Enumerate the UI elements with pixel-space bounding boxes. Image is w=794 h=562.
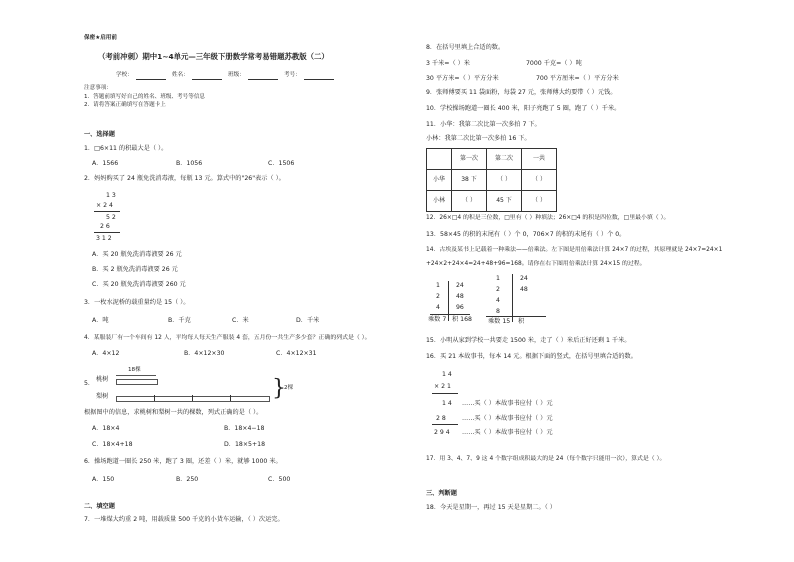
q14-right-divider	[512, 274, 513, 322]
q5-top-brace	[116, 375, 156, 376]
q14-left-rule	[430, 314, 470, 315]
name-blank	[192, 79, 222, 80]
q14-left-product: 积 168	[452, 316, 472, 323]
q11-text-b: 小林：我第二次比第一次多拍 16 下。	[426, 135, 531, 142]
q16-calc-line5: 2 9 4	[434, 429, 450, 436]
q14-text-b: +24×2+24×4=24+48+96=168。请你在右下图用倍乘法计算 24×15 的过程。	[426, 261, 646, 267]
info-school-label: 学校：	[116, 72, 133, 78]
notice-1: 1．答题前填写好自己的姓名、班级、考号等信息	[84, 94, 206, 100]
q2-text: 2．妈妈购买了 24 瓶免洗消毒液，每瓶 13 元。算式中的"26"表示（ ）。	[84, 175, 285, 182]
notice-2: 2．请将答案正确填写在答题卡上	[84, 102, 166, 108]
q16-calc-line2: × 2 1	[434, 383, 451, 390]
section3-title: 三、判断题	[426, 490, 457, 497]
q3-option-c: C．米	[232, 317, 249, 324]
table-cell: 45 下	[487, 191, 522, 212]
q2-calc-line2: × 2 4	[96, 202, 113, 209]
q8-text: 8．在括号里填上合适的数。	[426, 44, 505, 51]
q5-peach-label: 桃树	[96, 376, 109, 383]
q8-line1a: 3 千米=（ ）米	[426, 60, 470, 67]
q6-text: 6．操场跑道一圈长 250 米，跑了 3 圈，还差（ ）米，就够 1000 米。	[84, 458, 282, 465]
no-blank	[304, 79, 334, 80]
table-header-cell: 第一次	[452, 149, 487, 170]
q14-right-a4: 8	[496, 308, 500, 315]
q2-calc-rule2	[94, 232, 120, 233]
info-no-label: 考号：	[284, 72, 301, 78]
q2-option-c: C．买 20 瓶免洗消毒液要 260 元	[92, 281, 186, 288]
q8-line2a: 30 平方米=（ ）平方分米	[426, 75, 499, 82]
table-cell: （ ）	[522, 170, 557, 191]
q14-right-b1: 24	[520, 275, 528, 282]
q16-calc-rule1	[432, 393, 458, 394]
q8-line2b: 700 平方厘米=（ ）平方分米	[536, 75, 619, 82]
q6-option-c: C．500	[268, 476, 291, 483]
q4-option-b: B．4×12×30	[184, 350, 225, 357]
q16-calc-line4: 2 8	[436, 415, 446, 422]
q2-option-b: B．买 2 瓶免洗消毒液要 26 元	[92, 266, 178, 273]
table-cell: （ ）	[487, 170, 522, 191]
q16-row3: ……买（ ）本故事书应付（ ）元	[462, 429, 553, 436]
class-blank	[248, 79, 278, 80]
q5-top-label: 18棵	[128, 367, 141, 373]
table-header-cell	[427, 149, 452, 170]
q1-option-a: A．1566	[92, 160, 119, 167]
q14-left-a3: 4	[436, 304, 440, 311]
q16-row1: ……买（ ）本故事书应付（ ）元	[462, 400, 553, 407]
school-blank	[136, 79, 166, 80]
q5-option-d: D．18×5+18	[224, 441, 266, 448]
exam-title: （考前冲刺）期中1~4单元—三年级下册数学常考易错题苏教版（二）	[98, 52, 329, 61]
notice-title: 注意事项：	[84, 85, 112, 91]
q1-option-c: C．1506	[268, 160, 295, 167]
q13-text: 13．58×45 的积的末尾有（ ）个 0，706×7 的积的末尾有（ ）个 0。	[426, 231, 626, 238]
q5-number: 5．	[84, 380, 95, 387]
q4-option-a: A．4×12	[92, 350, 120, 357]
q6-option-a: A．150	[92, 476, 115, 483]
q16-calc-line1: 1 4	[442, 371, 452, 378]
q2-option-a: A．买 20 瓶免洗消毒液要 26 元	[92, 251, 182, 258]
q14-left-b3: 96	[456, 304, 464, 311]
q5-pear-tick1	[154, 395, 155, 401]
table-cell: 小林	[427, 191, 452, 212]
info-class-label: 班级：	[228, 72, 245, 78]
q5-side-label: 2棵	[284, 385, 294, 391]
table-header-row	[427, 149, 557, 170]
q14-left-a1: 1	[436, 282, 440, 289]
table-row	[427, 170, 557, 191]
q5-side-brace: }	[272, 376, 286, 401]
q12-text: 12．26×□4 的积是三位数，□里有（ ）种填法；26×□4 的积是四位数，□里最小填（ ）。	[426, 215, 670, 221]
q2-calc-line1: 1 3	[106, 192, 116, 199]
q18-text: 18．今天是星期一，再过 15 天是星期二。（ ）	[426, 504, 556, 511]
table-cell: （ ）	[522, 191, 557, 212]
q17-text: 17．用 3、4、7、9 这 4 个数字组成积最大的是 24（每个数字只能用一次），算式是（ ）。	[426, 456, 666, 462]
q5-pear-bar	[116, 396, 270, 402]
q3-option-d: D．千米	[296, 317, 320, 324]
table-header-cell: 第二次	[487, 149, 522, 170]
q5-option-c: C．18×4+18	[92, 441, 133, 448]
q14-right-b2: 48	[520, 286, 528, 293]
q14-right-mult: 乘数 15	[488, 318, 511, 325]
table-cell: 38 下	[452, 170, 487, 191]
section2-title: 二、填空题	[84, 503, 115, 510]
q5-peach-bar	[116, 379, 158, 385]
q1-option-b: B．1056	[176, 160, 203, 167]
q14-right-a2: 2	[496, 286, 500, 293]
q14-left-b2: 48	[456, 293, 464, 300]
q16-row2: ……买（ ）本故事书应付（ ）元	[462, 415, 553, 422]
q3-text: 3．一枚水泥桥的载重量约是 15（ ）。	[84, 299, 190, 306]
table-row	[427, 191, 557, 212]
q16-calc-line3: 1 4	[442, 400, 452, 407]
table-cell: 小华	[427, 170, 452, 191]
q4-text: 4．某服装厂有一个车间有 12 人，平均每人每天生产服装 4 套，五月份一共生产多少套？正确的列式是（ ）。	[84, 335, 371, 341]
q15-text: 15．小明从家到学校一共要走 1500 米，走了（ ）米后正好还剩 1 千米。	[426, 337, 631, 344]
q10-text: 10．学校操场跑道一圈长 400 米，阳子亮跑了 5 圈，跑了（ ）千米。	[426, 105, 621, 112]
q14-left-a2: 2	[436, 293, 440, 300]
q2-calc-line5: 3 1 2	[96, 235, 112, 242]
section1-title: 一、选择题	[84, 131, 115, 138]
q2-calc-line3: 5 2	[106, 214, 116, 221]
q14-right-product: 积	[518, 318, 525, 325]
q16-calc-rule2	[432, 424, 458, 425]
q3-option-a: A．吨	[92, 317, 109, 324]
q11-text: 11．小华：我第二次比第一次多拍 7 下。	[426, 121, 541, 128]
q14-right-a1: 1	[496, 275, 500, 282]
table-cell: （ ）	[452, 191, 487, 212]
q5-text: 根据图中的信息，求桃树和梨树一共的棵数，列式正确的是（ ）。	[84, 409, 263, 416]
q11-table	[426, 148, 557, 212]
q5-option-a: A．18×4	[92, 425, 120, 432]
secret-label: 保密★启用前	[84, 35, 117, 41]
q8-line1b: 7000 千克=（ ）吨	[526, 60, 582, 67]
q14-right-rule	[486, 316, 546, 317]
q14-left-mult: 乘数 7	[428, 316, 447, 323]
q1-text: 1．□6×11 的积最大是（ ）。	[84, 145, 168, 152]
q4-option-c: C．4×12×31	[276, 350, 317, 357]
q9-text: 9．张师傅要买 11 袋面粉，每袋 27 元，张师傅大约要带（ ）元钱。	[426, 89, 617, 96]
q14-text: 14．古埃及某书上记载着一种乘法——倍乘法。左下图是用倍乘法计算 24×7 的过程，其原理就是 24×7=24×1	[426, 247, 723, 253]
q5-pear-label: 梨树	[96, 393, 109, 400]
q14-left-divider	[448, 281, 449, 321]
q2-calc-rule1	[94, 211, 120, 212]
q14-right-a3: 4	[496, 297, 500, 304]
q5-pear-tick2	[192, 395, 193, 401]
q7-text: 7．一堆煤大约重 2 吨，用载质量 500 千克的小货车运输，（ ）次运完。	[84, 516, 284, 523]
q2-calc-line4: 2 6	[100, 223, 110, 230]
info-name-label: 姓名：	[172, 72, 189, 78]
q5-option-b: B．18×4−18	[224, 425, 265, 432]
q16-text: 16．买 21 本故事书，每本 14 元。根据下面的竖式，在括号里填合适的数。	[426, 353, 637, 360]
q3-option-b: B．千克	[168, 317, 191, 324]
q6-option-b: B．250	[176, 476, 199, 483]
q14-left-b1: 24	[456, 282, 464, 289]
q5-pear-tick3	[230, 395, 231, 401]
table-header-cell: 一共	[522, 149, 557, 170]
